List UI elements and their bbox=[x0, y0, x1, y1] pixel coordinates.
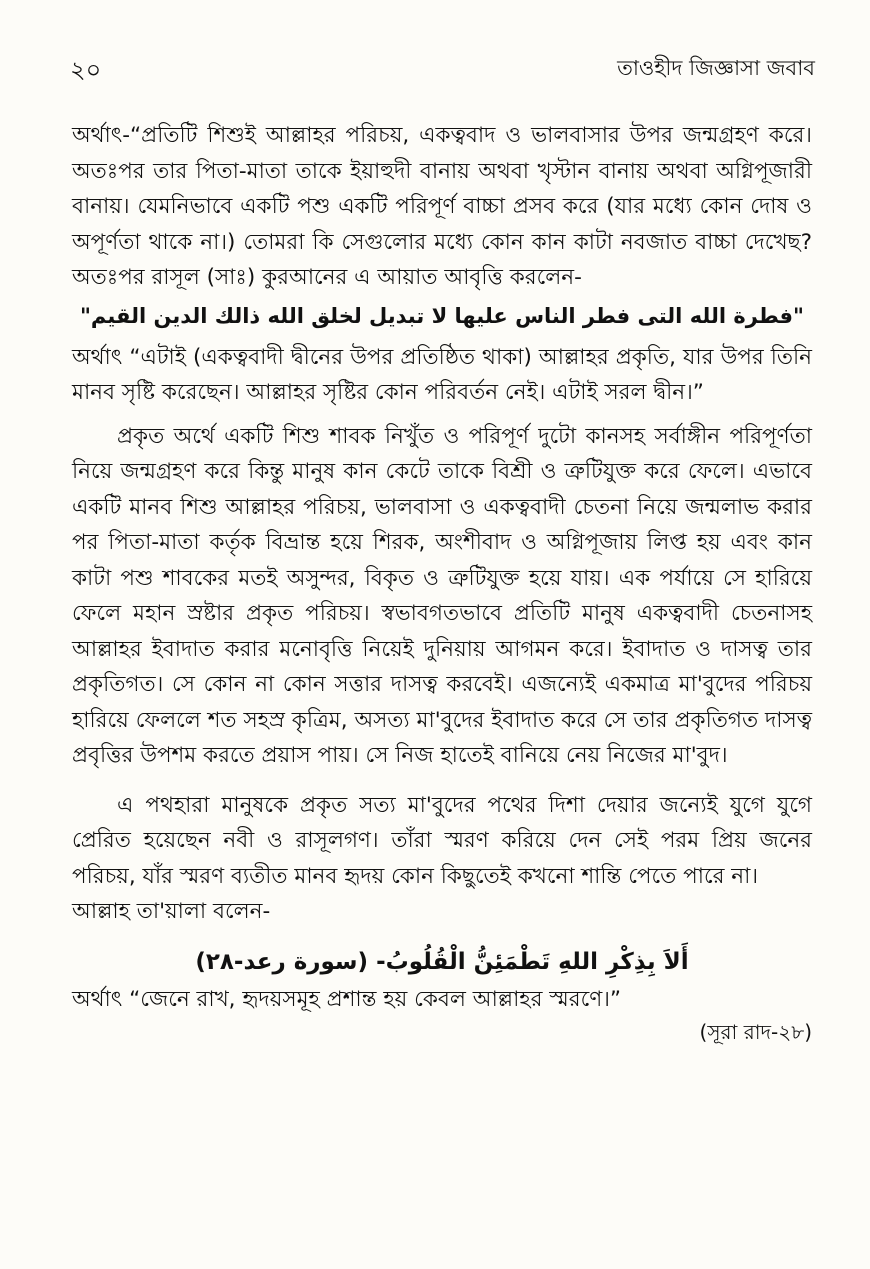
page-body bbox=[72, 118, 812, 1047]
paragraph-hadith-translation: অর্থাৎ-“প্রতিটি শিশুই আল্লাহর পরিচয়, একত্ববাদ ও ভালবাসার উপর জন্মগ্রহণ করে। অতঃপর তার পিতা-মাতা তাকে ইয়াহুদী বানায় অথবা খৃস্টান বানায় অথবা অগ্নিপূজারী বানায়। যেমনিভাবে একটি পশু একটি পরিপূর্ণ বাচ্চা প্রসব করে (যার মধ্যে কোন দোষ ও অপূর্ণতা থাকে না।) তোমরা কি সেগুলোর মধ্যে কোন কান কাটা নবজাত বাচ্চা দেখেছ? অতঃপর রাসূল (সাঃ) কুরআনের এ আয়াত আবৃত্তি করলেন- bbox=[72, 123, 812, 290]
paragraph-prophets: এ পথহারা মানুষকে প্রকৃত সত্য মা'বুদের পথের দিশা দেয়ার জন্যেই যুগে যুগে প্রেরিত হয়েছেন নবী ও রাসূলগণ। তাঁরা স্মরণ করিয়ে দেন সেই পরম প্রিয় জনের পরিচয়, যাঁর স্মরণ ব্যতীত মানব হৃদয় কোন কিছুতেই কখনো শান্তি পেতে পারে না। bbox=[72, 792, 812, 889]
paragraph-nature-explanation: প্রকৃত অর্থে একটি শিশু শাবক নিখুঁত ও পরিপূর্ণ দুটো কানসহ সর্বাঙ্গীন পরিপূর্ণতা নিয়ে জন্মগ্রহণ করে কিন্তু মানুষ কান কেটে তাকে বিশ্রী ও ত্রুটিযুক্ত করে ফেলে। এভাবে একটি মানব শিশু আল্লাহর পরিচয়, ভালবাসা ও একত্ববাদী চেতনা নিয়ে জন্মলাভ করার পর পিতা-মাতা কর্তৃক বিভ্রান্ত হয়ে শিরক, অংশীবাদ ও অগ্নিপূজায় লিপ্ত হয় এবং কান কাটা পশু শাবকের মতই অসুন্দর, বিকৃত ও ত্রুটিযুক্ত হয়ে যায়। এক পর্যায়ে সে হারিয়ে ফেলে মহান স্রষ্টার প্রকৃত পরিচয়। স্বভাবগতভাবে প্রতিটি মানুষ একত্ববাদী চেতনাসহ আল্লাহর ইবাদাত করার মনোবৃত্তি নিয়েই দুনিয়ায় আগমন করে। ইবাদাত ও দাসত্ব তার প্রকৃতিগত। সে কোন না কোন সত্তার দাসত্ব করবেই। এজন্যেই একমাত্র মা'বুদের পরিচয় হারিয়ে ফেললে শত সহস্র কৃত্রিম, অসত্য মা'বুদের ইবাদাত করে সে তার প্রকৃতিগত দাসত্ব প্রবৃত্তির উপশম করতে প্রয়াস পায়। সে নিজ হাতেই বানিয়ে নেয় নিজের মা'বুদ। bbox=[72, 423, 812, 768]
page-header bbox=[70, 48, 815, 88]
paragraph-allah-says: আল্লাহ তা'য়ালা বলেন- bbox=[72, 899, 271, 924]
running-title: তাওহীদ জিজ্ঞাসা জবাব bbox=[617, 56, 815, 80]
paragraph-verse-translation: অর্থাৎ “এটাই (একত্ববাদী দ্বীনের উপর প্রতিষ্ঠিত থাকা) আল্লাহর প্রকৃতি, যার উপর তিনি মানব সৃষ্টি করেছেন। আল্লাহর সৃষ্টির কোন পরিবর্তন নেই। এটাই সরল দ্বীন।” bbox=[72, 344, 812, 405]
page-number: ২০ bbox=[70, 56, 102, 84]
surah-reference: (সূরা রাদ-২৮) bbox=[699, 1020, 812, 1044]
arabic-verse-dhikr: أَلاَ بِذِكْرِ اللهِ تَطْمَئِنُّ الْقُلُوبُ- (سورة رعد-٢٨) bbox=[195, 948, 689, 975]
arabic-verse-fitrah: "فطرة الله التى فطر الناس عليها لا تبديل لخلق الله ذالك الدين القيم" bbox=[79, 303, 805, 328]
paragraph-dhikr-translation: অর্থাৎ “জেনে রাখ, হৃদয়সমূহ প্রশান্ত হয় কেবল আল্লাহর স্মরণে।” bbox=[72, 986, 622, 1012]
